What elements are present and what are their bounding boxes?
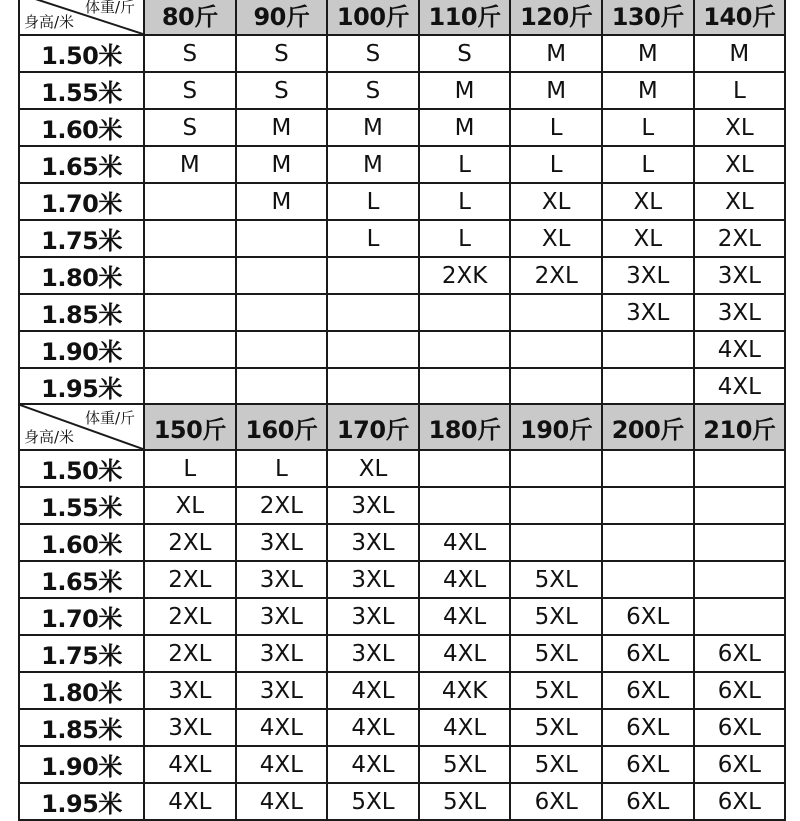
size-cell [510, 524, 602, 561]
weight-header-row [19, 0, 785, 35]
size-cell: 3XL [602, 257, 694, 294]
size-cell: 2XL [510, 257, 602, 294]
size-cell [510, 487, 602, 524]
height-cell: 1.50米 [19, 35, 144, 72]
height-axis-label: 身高/米 [24, 13, 75, 31]
size-cell [236, 331, 328, 368]
table-row [19, 598, 785, 635]
height-cell: 1.90米 [19, 746, 144, 783]
size-cell: 3XL [327, 561, 419, 598]
corner-header-cell [19, 404, 144, 450]
size-cell: M [602, 35, 694, 72]
size-cell: M [510, 72, 602, 109]
size-cell: 4XL [327, 709, 419, 746]
size-cell: L [327, 220, 419, 257]
height-cell: 1.70米 [19, 598, 144, 635]
weight-header-cell: 200斤 [602, 404, 694, 450]
height-cell: 1.50米 [19, 450, 144, 487]
table-row [19, 524, 785, 561]
size-cell [327, 294, 419, 331]
size-cell: 4XL [144, 783, 236, 820]
size-cell [510, 331, 602, 368]
size-cell: 2XL [694, 220, 786, 257]
size-cell: 3XL [327, 487, 419, 524]
size-cell [236, 220, 328, 257]
size-cell: 6XL [602, 598, 694, 635]
size-cell [236, 368, 328, 405]
size-cell: 6XL [694, 709, 786, 746]
weight-header-cell: 140斤 [694, 0, 786, 35]
weight-header-cell: 100斤 [327, 0, 419, 35]
size-cell: M [510, 35, 602, 72]
height-axis-label: 身高/米 [24, 428, 75, 446]
height-cell: 1.90米 [19, 331, 144, 368]
size-cell [144, 183, 236, 220]
height-cell: 1.75米 [19, 220, 144, 257]
size-cell: L [602, 109, 694, 146]
size-cell: 3XL [236, 524, 328, 561]
size-cell: 3XL [602, 294, 694, 331]
size-cell [419, 450, 511, 487]
size-cell [419, 331, 511, 368]
size-cell: L [144, 450, 236, 487]
size-cell: M [327, 109, 419, 146]
size-cell: 4XL [327, 746, 419, 783]
size-cell: 2XL [144, 598, 236, 635]
weight-header-cell: 160斤 [236, 404, 328, 450]
size-cell: L [327, 183, 419, 220]
weight-header-cell: 90斤 [236, 0, 328, 35]
corner-header-cell [19, 0, 144, 35]
size-cell: L [419, 220, 511, 257]
table-row [19, 220, 785, 257]
size-cell: XL [144, 487, 236, 524]
size-cell: 5XL [510, 746, 602, 783]
size-chart-top [18, 0, 786, 406]
size-cell: 4XL [236, 746, 328, 783]
size-cell: M [327, 146, 419, 183]
size-cell [144, 331, 236, 368]
size-cell: 2XL [144, 561, 236, 598]
weight-axis-label: 体重/斤 [84, 0, 135, 16]
size-cell [419, 368, 511, 405]
table-row [19, 331, 785, 368]
size-cell: XL [510, 183, 602, 220]
size-cell: 4XL [694, 368, 786, 405]
size-cell: 5XL [419, 746, 511, 783]
size-cell: 4XL [236, 709, 328, 746]
size-cell: S [327, 72, 419, 109]
size-cell: 6XL [694, 635, 786, 672]
table-row [19, 561, 785, 598]
size-cell: XL [694, 109, 786, 146]
table-row [19, 672, 785, 709]
size-cell [694, 598, 786, 635]
table-row [19, 146, 785, 183]
size-cell: 4XL [419, 635, 511, 672]
height-cell: 1.85米 [19, 709, 144, 746]
size-cell [602, 487, 694, 524]
weight-header-cell: 170斤 [327, 404, 419, 450]
size-cell: 3XL [327, 598, 419, 635]
size-cell: S [236, 35, 328, 72]
size-cell [327, 257, 419, 294]
size-cell: 3XL [236, 561, 328, 598]
size-chart-bottom [18, 403, 786, 821]
size-cell: 5XL [510, 672, 602, 709]
size-cell: S [144, 72, 236, 109]
size-cell: S [327, 35, 419, 72]
size-cell [419, 294, 511, 331]
height-cell: 1.70米 [19, 183, 144, 220]
height-cell: 1.65米 [19, 146, 144, 183]
size-cell: 6XL [602, 635, 694, 672]
size-cell [144, 220, 236, 257]
size-cell [694, 450, 786, 487]
size-cell: 6XL [602, 783, 694, 820]
size-cell: 3XL [144, 672, 236, 709]
size-cell: M [144, 146, 236, 183]
size-cell: 4XL [327, 672, 419, 709]
size-cell: M [236, 109, 328, 146]
size-cell: 2XL [144, 635, 236, 672]
size-cell: S [419, 35, 511, 72]
height-cell: 1.95米 [19, 368, 144, 405]
size-cell [419, 487, 511, 524]
size-cell: 3XL [327, 635, 419, 672]
size-cell: M [236, 183, 328, 220]
size-cell: 5XL [419, 783, 511, 820]
size-cell: L [510, 109, 602, 146]
size-cell [236, 294, 328, 331]
size-cell: 6XL [602, 746, 694, 783]
size-cell: 4XL [419, 561, 511, 598]
size-cell: 3XL [327, 524, 419, 561]
weight-header-row [19, 404, 785, 450]
size-cell [144, 368, 236, 405]
size-cell: 5XL [510, 635, 602, 672]
size-cell: 2XK [419, 257, 511, 294]
size-cell: 6XL [694, 746, 786, 783]
height-cell: 1.80米 [19, 257, 144, 294]
size-cell: 2XL [236, 487, 328, 524]
size-cell [602, 450, 694, 487]
size-cell [144, 257, 236, 294]
weight-header-cell: 190斤 [510, 404, 602, 450]
height-cell: 1.65米 [19, 561, 144, 598]
table-row [19, 368, 785, 405]
size-cell: 6XL [694, 783, 786, 820]
size-cell: XL [602, 183, 694, 220]
size-cell: M [694, 35, 786, 72]
size-cell: 6XL [602, 672, 694, 709]
size-cell: 6XL [602, 709, 694, 746]
table-row [19, 450, 785, 487]
table-row [19, 709, 785, 746]
height-cell: 1.95米 [19, 783, 144, 820]
size-cell [602, 368, 694, 405]
size-cell [510, 368, 602, 405]
table-row [19, 72, 785, 109]
size-cell: 4XK [419, 672, 511, 709]
weight-header-cell: 150斤 [144, 404, 236, 450]
weight-header-cell: 110斤 [419, 0, 511, 35]
size-cell: 5XL [327, 783, 419, 820]
size-cell [510, 450, 602, 487]
size-cell: 4XL [419, 709, 511, 746]
size-cell: S [144, 35, 236, 72]
size-cell [602, 561, 694, 598]
size-cell: 3XL [694, 294, 786, 331]
table-row [19, 257, 785, 294]
height-cell: 1.55米 [19, 487, 144, 524]
height-cell: 1.75米 [19, 635, 144, 672]
size-cell: 4XL [419, 524, 511, 561]
size-cell: 4XL [419, 598, 511, 635]
weight-header-cell: 130斤 [602, 0, 694, 35]
size-cell: M [236, 146, 328, 183]
size-cell: 4XL [144, 746, 236, 783]
size-cell [602, 524, 694, 561]
size-chart-top-body [19, 0, 785, 405]
size-cell: M [419, 72, 511, 109]
size-cell: 3XL [236, 635, 328, 672]
size-cell: XL [510, 220, 602, 257]
size-cell: 4XL [236, 783, 328, 820]
table-row [19, 35, 785, 72]
size-cell: L [694, 72, 786, 109]
size-cell: 3XL [236, 672, 328, 709]
size-cell [694, 561, 786, 598]
weight-header-cell: 210斤 [694, 404, 786, 450]
table-row [19, 183, 785, 220]
size-cell [510, 294, 602, 331]
size-cell: 2XL [144, 524, 236, 561]
height-cell: 1.55米 [19, 72, 144, 109]
table-row [19, 294, 785, 331]
size-chart-bottom-body [19, 404, 785, 820]
size-cell: L [510, 146, 602, 183]
weight-axis-label: 体重/斤 [84, 409, 135, 427]
size-cell: L [419, 183, 511, 220]
size-cell: 3XL [236, 598, 328, 635]
height-cell: 1.80米 [19, 672, 144, 709]
size-cell [694, 487, 786, 524]
size-cell: L [236, 450, 328, 487]
weight-header-cell: 120斤 [510, 0, 602, 35]
size-cell: XL [694, 183, 786, 220]
size-cell: 4XL [694, 331, 786, 368]
table-row [19, 746, 785, 783]
size-cell: 5XL [510, 598, 602, 635]
size-cell: S [144, 109, 236, 146]
size-cell: XL [327, 450, 419, 487]
height-cell: 1.60米 [19, 524, 144, 561]
height-cell: 1.85米 [19, 294, 144, 331]
size-cell: 5XL [510, 561, 602, 598]
size-cell: M [419, 109, 511, 146]
size-cell [327, 368, 419, 405]
size-cell [694, 524, 786, 561]
table-row [19, 635, 785, 672]
size-cell: 3XL [694, 257, 786, 294]
size-cell [602, 331, 694, 368]
size-cell: L [602, 146, 694, 183]
size-cell [236, 257, 328, 294]
weight-header-cell: 180斤 [419, 404, 511, 450]
table-row [19, 109, 785, 146]
size-cell: S [236, 72, 328, 109]
size-cell: XL [602, 220, 694, 257]
size-cell: 3XL [144, 709, 236, 746]
table-row [19, 487, 785, 524]
size-cell: XL [694, 146, 786, 183]
height-cell: 1.60米 [19, 109, 144, 146]
weight-header-cell: 80斤 [144, 0, 236, 35]
size-cell: 6XL [510, 783, 602, 820]
size-cell: 6XL [694, 672, 786, 709]
size-cell: L [419, 146, 511, 183]
table-row [19, 783, 785, 820]
size-cell [144, 294, 236, 331]
size-cell: 5XL [510, 709, 602, 746]
size-cell: M [602, 72, 694, 109]
size-cell [327, 331, 419, 368]
